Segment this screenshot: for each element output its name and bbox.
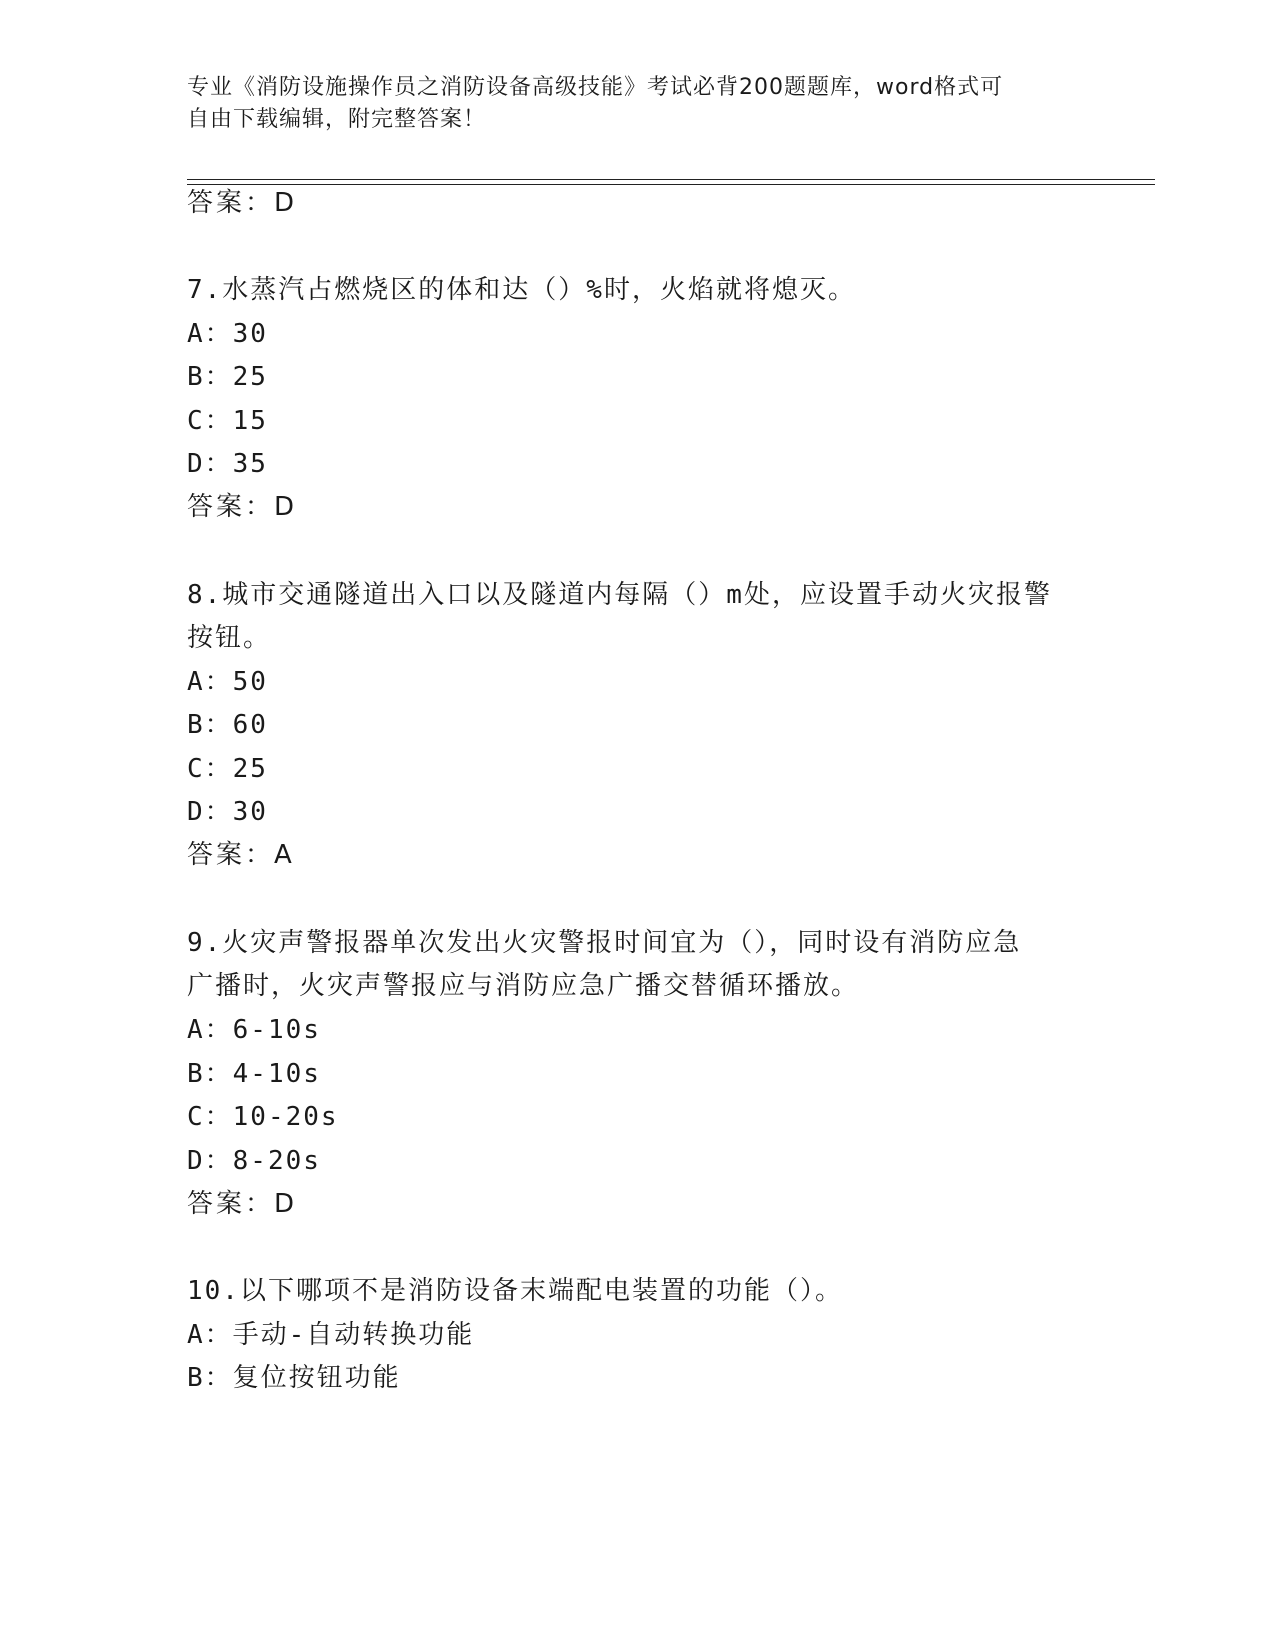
question-stem: 9.火灾声警报器单次发出火灾警报时间宜为（），同时设有消防应急 bbox=[187, 928, 1022, 958]
option-c: C：15 bbox=[187, 406, 268, 436]
option-b: B：复位按钮功能 bbox=[187, 1363, 401, 1393]
question-stem: 7.水蒸汽占燃烧区的体和达（）%时，火焰就将熄灭。 bbox=[187, 275, 856, 305]
option-c: C：25 bbox=[187, 754, 268, 784]
option-a: A：手动-自动转换功能 bbox=[187, 1320, 475, 1350]
answer-line: 答案：D bbox=[187, 1189, 298, 1219]
option-c: C：10-20s bbox=[187, 1102, 339, 1132]
header-line-2: 自由下载编辑，附完整答案！ bbox=[187, 107, 487, 132]
answer-line: 答案：D bbox=[187, 492, 298, 522]
answer-line: 答案：A bbox=[187, 840, 295, 870]
header-divider-bottom bbox=[187, 184, 1155, 185]
document-header bbox=[187, 72, 1067, 136]
answer-line: 答案：D bbox=[187, 188, 298, 218]
question-stem-continued: 按钮。 bbox=[187, 623, 272, 653]
header-divider-top bbox=[187, 179, 1155, 180]
question-stem: 10.以下哪项不是消防设备末端配电装置的功能（）。 bbox=[187, 1276, 843, 1306]
option-a: A：50 bbox=[187, 667, 268, 697]
option-b: B：60 bbox=[187, 710, 268, 740]
option-a: A：6-10s bbox=[187, 1015, 321, 1045]
question-stem-continued: 广播时，火灾声警报应与消防应急广播交替循环播放。 bbox=[187, 971, 860, 1001]
option-b: B：4-10s bbox=[187, 1059, 321, 1089]
option-d: D：8-20s bbox=[187, 1146, 321, 1176]
header-line-1: 专业《消防设施操作员之消防设备高级技能》考试必背200题题库，word格式可 bbox=[187, 75, 1004, 100]
option-a: A：30 bbox=[187, 319, 268, 349]
option-d: D：30 bbox=[187, 797, 268, 827]
question-stem: 8.城市交通隧道出入口以及隧道内每隔（）m处，应设置手动火灾报警 bbox=[187, 580, 1052, 610]
option-d: D：35 bbox=[187, 449, 268, 479]
option-b: B：25 bbox=[187, 362, 268, 392]
